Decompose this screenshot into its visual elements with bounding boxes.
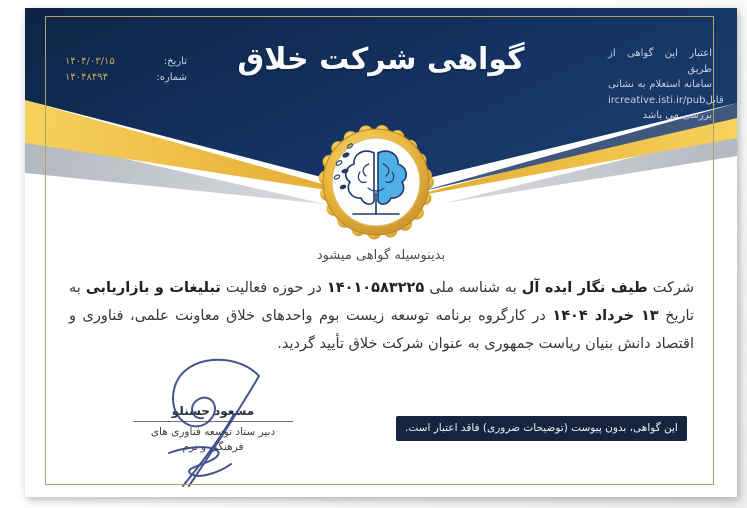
signer-name: مسعود حسنلو bbox=[133, 404, 293, 422]
signer-role-line-2: فرهنگی و نرم bbox=[182, 441, 244, 453]
verification-line-2: سامانه استعلام به نشانی bbox=[608, 79, 712, 90]
verification-url: ircreative.isti.ir/pub bbox=[608, 94, 706, 106]
body-paragraph bbox=[69, 274, 694, 358]
meta-block bbox=[65, 54, 187, 86]
national-id: ۱۴۰۱۰۵۸۳۲۲۵ bbox=[326, 280, 425, 296]
body-segment: به تاریخ bbox=[69, 280, 694, 324]
signer-role-line-1: دبیر ستاد توسعه فناوری های bbox=[150, 426, 276, 438]
date-label: تاریخ: bbox=[163, 56, 187, 67]
verification-line-4: بررسی می باشد bbox=[642, 110, 712, 121]
serial-number-row bbox=[65, 70, 187, 86]
verification-line-3 bbox=[608, 93, 724, 109]
signer-role bbox=[133, 422, 293, 455]
body-segment: در کارگروه برنامه توسعه زیست بوم واحدهای خلاق معاونت علمی، فناوری و اقتصاد دانش بنیان ریاست جمهوری به عنوان شرکت خلاق تأیید گردید. bbox=[69, 308, 694, 352]
brain-tree-icon bbox=[315, 120, 435, 244]
body-segment: شرکت bbox=[647, 280, 695, 296]
validity-footnote-badge: این گواهی، بدون پیوست (توضیحات ضروری) فاقد اعتبار است. bbox=[396, 416, 687, 441]
activity-field: تبلیغات و بازاریابی bbox=[85, 280, 221, 296]
intro-line: بدینوسیله گواهی میشود bbox=[316, 248, 446, 263]
certificate-title: گواهی شرکت خلاق bbox=[237, 42, 525, 77]
body-segment: در حوزه فعالیت bbox=[220, 280, 327, 296]
company-name: طیف نگار ایده آل bbox=[521, 280, 648, 296]
verification-word: قابل bbox=[705, 94, 724, 106]
issue-date-row bbox=[65, 54, 187, 70]
gold-medal-seal bbox=[315, 120, 435, 244]
date-value: ۱۴۰۴/۰۳/۱۵ bbox=[65, 56, 115, 67]
number-label: شماره: bbox=[156, 72, 187, 83]
body-segment: به شناسه ملی bbox=[424, 280, 522, 296]
signature-block bbox=[133, 404, 293, 455]
certificate-page bbox=[25, 8, 737, 497]
verification-line-1: اعتبار این گواهی از طریق bbox=[608, 48, 712, 75]
verification-note bbox=[608, 46, 724, 124]
approval-date: ۱۳ خرداد ۱۴۰۴ bbox=[552, 308, 659, 324]
number-value: ۱۴۰۴۸۴۹۴ bbox=[65, 72, 108, 83]
